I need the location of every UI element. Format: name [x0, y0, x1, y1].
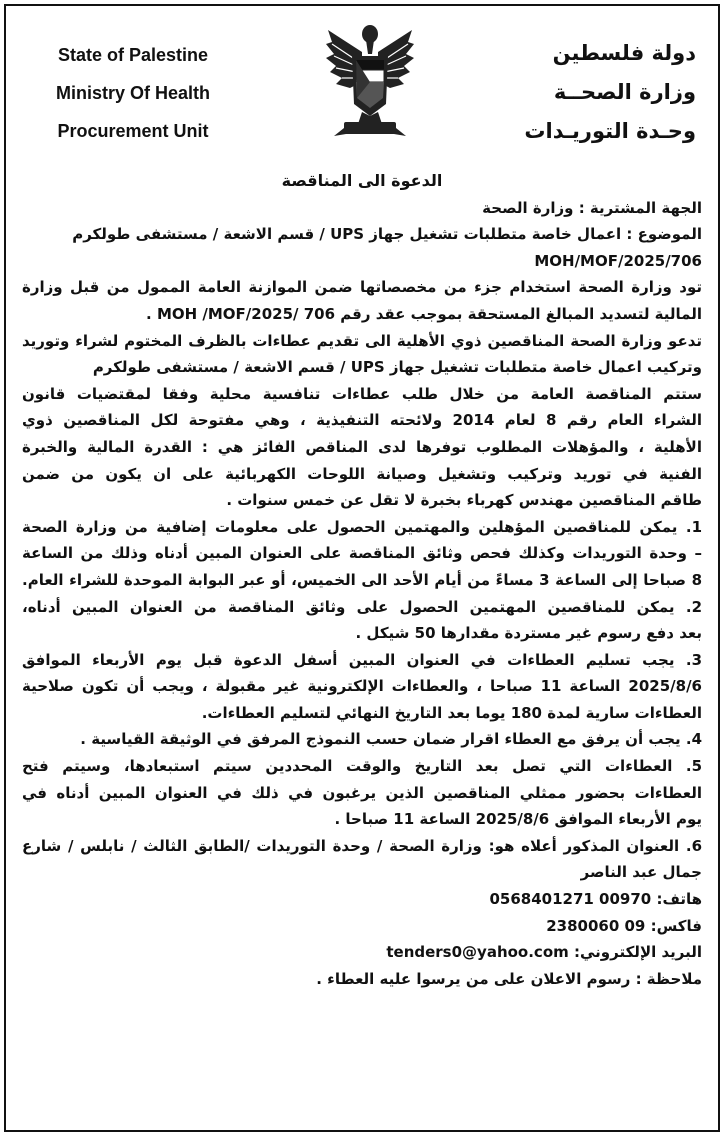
fax-number: 2380060 09 [546, 916, 646, 935]
unit-name-ar: وحـدة التوريـدات [524, 119, 696, 143]
state-name-en: State of Palestine [57, 45, 209, 65]
phone-number: 0568401271 00970 [489, 890, 652, 909]
subject-reference [22, 248, 702, 275]
english-header [28, 36, 238, 150]
arabic-header [516, 34, 696, 151]
body-line: طاقم المناقصين مهندس كهرباء بخبرة لا تقل عن خمس سنوات . [226, 491, 702, 510]
subject-label: الموضوع : [626, 225, 702, 244]
phone-line [22, 886, 702, 913]
body-line: تود وزارة الصحة استخدام جزء من مخصصاتها ضمن الموازنة العامة الممول من قبل وزارة [22, 278, 702, 297]
clause-line: 6. العنوان المذكور أعلاه هو: وزارة الصحة / وحدة التوريدات /الطابق الثالث / نابلس / شارع [22, 836, 702, 855]
ministry-name-ar: وزارة الصحــة [553, 80, 696, 104]
fee-note: ملاحظة : رسوم الاعلان على من يرسوا عليه العطاء . [316, 969, 702, 988]
clause-line: – وحدة التوريدات وكذلك فحص وثائق المناقصة على العنوان المبين أدناه وذلك من الساعة [22, 544, 702, 563]
buyer-line [22, 195, 702, 222]
buyer-label: الجهة المشترية : [578, 198, 702, 217]
document-frame [4, 4, 720, 1132]
body-line: ستتم المناقصة العامة من خلال طلب عطاءات تنافسية محلية وفقا لمقتضيات قانون [22, 384, 702, 403]
clause-line: 8 صباحا إلى الساعة 3 مساءً من أيام الأحد الى الخميس، أو عبر البوابة الموحدة للشراء العام. [22, 570, 703, 589]
buyer-value: وزارة الصحة [482, 198, 574, 217]
unit-name-en: Procurement Unit [57, 121, 209, 141]
phone-label: هاتف: [656, 890, 702, 909]
email-label: البريد الإلكتروني: [574, 943, 702, 962]
body-line: الشراء العام رقم 8 لعام 2014 ولائحته التنفيذية ، وهي مفتوحة لكل المناقصين ذوي [22, 411, 702, 430]
subject-value: اعمال خاصة متطلبات تشغيل جهاز UPS / قسم الاشعة / مستشفى طولكرم [72, 225, 622, 244]
reference-number: MOH/MOF/2025/706 [534, 251, 702, 270]
clause-line: جمال عبد الناصر [580, 863, 702, 882]
clause-line: 4. يجب أن يرفق مع العطاء اقرار ضمان حسب النموذج المرفق في الوثيقة القياسية . [80, 730, 702, 749]
state-name-ar: دولة فلسطين [552, 41, 696, 65]
clause-line: يوم الأربعاء الموافق 2025/8/6 الساعة 11 صباحا . [334, 810, 702, 829]
tender-body [22, 168, 702, 1122]
clause-line: 5. العطاءات التي تصل بعد التاريخ والوقت المحددين سيتم استبعادها، وسيتم فتح [22, 757, 702, 776]
ministry-name-en: Ministry Of Health [55, 83, 211, 103]
body-line: وتركيب اعمال خاصة متطلبات تشغيل جهاز UPS / قسم الاشعة / مستشفى طولكرم [92, 358, 702, 377]
clause-line: العطاءات سارية لمدة 180 يوما بعد التاريخ النهائي لتسليم العطاءات. [201, 703, 702, 722]
body-line: الفنية في توريد وتركيب وتشغيل وصيانة اللوحات الكهربائية على ان يكون من ضمن [22, 464, 702, 483]
clause-line: 3. يجب تسليم العطاءات في العنوان المبين أسفل الدعوة قبل يوم الأربعاء الموافق [22, 650, 702, 669]
clause-line: بعد دفع رسوم غير مستردة مقدارها 50 شيكل . [355, 624, 702, 643]
body-line: المالية لتسديد المبالغ المستحقة بموجب عقد رقم 706 /MOH /MOF/2025 . [146, 304, 702, 323]
clause-line: العطاءات بحضور ممثلي المناقصين الذين يرغبون في ذلك في العنوان المبين أدناه في [22, 783, 702, 802]
clause-line: 2025/8/6 الساعة 11 صباحا ، والعطاءات الإلكترونية غير مقبولة ، ويجب أن تكون صلاحية [22, 677, 702, 696]
body-line: تدعو وزارة الصحة المناقصين ذوي الأهلية الى تقديم عطاءات بالظرف المختوم لشراء وتوريد [22, 331, 702, 350]
eagle-emblem-icon [322, 20, 418, 148]
clause-line: 1. يمكن للمناقصين المؤهلين والمهتمين الحصول على معلومات إضافية من وزارة الصحة [22, 517, 702, 536]
fax-line [22, 913, 702, 940]
email-address[interactable]: tenders0@yahoo.com [386, 943, 569, 962]
fax-label: فاكس: [650, 916, 702, 935]
email-line [22, 939, 702, 966]
body-line: الأهلية ، والمؤهلات المطلوب توفرها لدى المناقص الفائز هي : القدرة المالية والخبرة [22, 437, 702, 456]
clause-line: 2. يمكن للمناقصين المهتمين الحصول على وثائق المناقصة من العنوان المبين أدناه، [22, 597, 702, 616]
subject-line [22, 221, 702, 248]
tender-title: الدعوة الى المناقصة [281, 171, 443, 190]
